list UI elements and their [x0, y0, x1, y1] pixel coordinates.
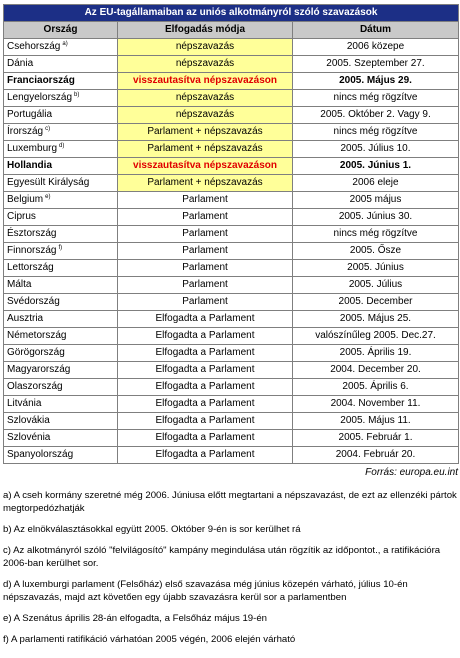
method-cell: Parlament: [118, 192, 293, 209]
country-name: Észtország: [7, 228, 57, 239]
country-name: Dánia: [7, 58, 34, 69]
country-name: Málta: [7, 279, 32, 290]
country-name: Írország: [7, 126, 44, 137]
header-country: Ország: [4, 22, 118, 39]
table-row: [4, 277, 459, 294]
method-cell: Parlament + népszavazás: [118, 141, 293, 158]
country-cell: [4, 277, 118, 294]
date-cell: nincs még rögzítve: [293, 124, 459, 141]
country-cell: [4, 379, 118, 396]
country-name: Magyarország: [7, 364, 71, 375]
method-cell: Parlament: [118, 209, 293, 226]
method-cell: Parlament: [118, 277, 293, 294]
footnote: e) A Szenátus április 28-án elfogadta, a Felsőház május 19-én: [3, 613, 267, 624]
table-header-row: [4, 22, 459, 39]
date-cell: 2005. Április 6.: [293, 379, 459, 396]
country-name: Ciprus: [7, 211, 36, 222]
method-cell: Elfogadta a Parlament: [118, 379, 293, 396]
footnote: b) Az elnökválasztásokkal együtt 2005. Október 9-én is sor kerülhet rá: [3, 524, 301, 535]
table-title: Az EU-tagállamaiban az uniós alkotmányról szóló szavazások: [4, 5, 459, 22]
method-cell: Parlament: [118, 260, 293, 277]
method-cell: népszavazás: [118, 107, 293, 124]
country-cell: [4, 226, 118, 243]
country-cell: [4, 294, 118, 311]
country-name: Hollandia: [7, 160, 53, 171]
country-name: Csehország: [7, 41, 61, 52]
table-row: [4, 90, 459, 107]
country-name: Szlovákia: [7, 415, 50, 426]
country-name: Belgium: [7, 194, 44, 205]
date-cell: 2006 közepe: [293, 39, 459, 56]
header-date: Dátum: [293, 22, 459, 39]
table-row: [4, 226, 459, 243]
date-cell: 2005. Szeptember 27.: [293, 56, 459, 73]
date-cell: 2005. Július: [293, 277, 459, 294]
country-name: Lengyelország: [7, 92, 73, 103]
method-cell: Parlament + népszavazás: [118, 124, 293, 141]
date-cell: 2005. Október 2. Vagy 9.: [293, 107, 459, 124]
country-cell: [4, 311, 118, 328]
document: [3, 4, 458, 654]
footnote-marker: b): [74, 92, 80, 98]
table-row: [4, 311, 459, 328]
method-cell: Elfogadta a Parlament: [118, 311, 293, 328]
date-cell: 2005. Április 19.: [293, 345, 459, 362]
footnote-marker: c): [45, 126, 51, 132]
country-cell: [4, 90, 118, 107]
footnotes: [3, 489, 458, 646]
country-cell: [4, 362, 118, 379]
footnote: f) A parlamenti ratifikáció várhatóan 2005 végén, 2006 elején várható: [3, 634, 296, 645]
method-cell: visszautasítva népszavazáson: [118, 73, 293, 90]
date-cell: nincs még rögzítve: [293, 90, 459, 107]
footnote: c) Az alkotmányról szóló "felvilágosító" kampány megindulása után rögzítik az időpontot., a ratifikációra 2006-ban kerülhet sor.: [3, 545, 441, 569]
table-row: [4, 175, 459, 192]
country-name: Portugália: [7, 109, 53, 120]
table-row: [4, 447, 459, 464]
table-body: [4, 5, 459, 464]
method-cell: Elfogadta a Parlament: [118, 413, 293, 430]
date-cell: valószínűleg 2005. Dec.27.: [293, 328, 459, 345]
country-name: Svédország: [7, 296, 60, 307]
table-row: [4, 430, 459, 447]
date-cell: nincs még rögzítve: [293, 226, 459, 243]
table-row: [4, 158, 459, 175]
table-row: [4, 73, 459, 90]
footnote-marker: a): [62, 41, 68, 47]
country-name: Luxemburg: [7, 143, 58, 154]
method-cell: Parlament + népszavazás: [118, 175, 293, 192]
date-cell: 2005. Június 30.: [293, 209, 459, 226]
table-row: [4, 107, 459, 124]
referendum-table: [3, 4, 459, 464]
country-cell: [4, 192, 118, 209]
table-row: [4, 413, 459, 430]
country-cell: [4, 430, 118, 447]
country-cell: [4, 73, 118, 90]
country-name: Litvánia: [7, 398, 42, 409]
date-cell: 2005. Február 1.: [293, 430, 459, 447]
table-row: [4, 294, 459, 311]
country-cell: [4, 56, 118, 73]
date-cell: 2004. November 11.: [293, 396, 459, 413]
country-name: Lettország: [7, 262, 54, 273]
table-row: [4, 396, 459, 413]
country-cell: [4, 141, 118, 158]
date-cell: 2005. Május 25.: [293, 311, 459, 328]
country-cell: [4, 209, 118, 226]
date-cell: 2005. Június 1.: [293, 158, 459, 175]
country-name: Egyesült Királyság: [7, 177, 90, 188]
date-cell: 2005. Július 10.: [293, 141, 459, 158]
country-name: Finnország: [7, 245, 57, 256]
footnote-marker: d): [59, 143, 65, 149]
table-row: [4, 141, 459, 158]
country-cell: [4, 39, 118, 56]
country-cell: [4, 413, 118, 430]
country-name: Szlovénia: [7, 432, 51, 443]
method-cell: népszavazás: [118, 56, 293, 73]
table-title-row: [4, 5, 459, 22]
table-row: [4, 192, 459, 209]
date-cell: 2005. Május 11.: [293, 413, 459, 430]
country-cell: [4, 345, 118, 362]
country-name: Ausztria: [7, 313, 44, 324]
country-cell: [4, 260, 118, 277]
date-cell: 2005. December: [293, 294, 459, 311]
method-cell: Elfogadta a Parlament: [118, 430, 293, 447]
country-cell: [4, 175, 118, 192]
table-row: [4, 56, 459, 73]
date-cell: 2004. December 20.: [293, 362, 459, 379]
method-cell: Elfogadta a Parlament: [118, 328, 293, 345]
method-cell: Parlament: [118, 243, 293, 260]
method-cell: népszavazás: [118, 39, 293, 56]
country-cell: [4, 447, 118, 464]
country-cell: [4, 243, 118, 260]
table-row: [4, 124, 459, 141]
date-cell: 2005 május: [293, 192, 459, 209]
date-cell: 2005. Május 29.: [293, 73, 459, 90]
method-cell: Elfogadta a Parlament: [118, 396, 293, 413]
table-row: [4, 209, 459, 226]
country-cell: [4, 158, 118, 175]
method-cell: Elfogadta a Parlament: [118, 447, 293, 464]
table-row: [4, 379, 459, 396]
footnote: a) A cseh kormány szeretné még 2006. Júniusa előtt megtartani a népszavazást, de ezt az ellenzéki pártok megtorpedózhatják: [3, 490, 457, 514]
country-cell: [4, 124, 118, 141]
country-cell: [4, 396, 118, 413]
footnote-marker: f): [58, 245, 63, 251]
source-credit: Forrás: europa.eu.int: [365, 467, 458, 478]
country-name: Olaszország: [7, 381, 63, 392]
country-name: Németország: [7, 330, 67, 341]
country-cell: [4, 328, 118, 345]
country-name: Franciaország: [7, 75, 75, 86]
date-cell: 2005. Június: [293, 260, 459, 277]
method-cell: népszavazás: [118, 90, 293, 107]
header-method: Elfogadás módja: [118, 22, 293, 39]
method-cell: Parlament: [118, 226, 293, 243]
method-cell: visszautasítva népszavazáson: [118, 158, 293, 175]
table-row: [4, 328, 459, 345]
table-row: [4, 362, 459, 379]
date-cell: 2004. Február 20.: [293, 447, 459, 464]
table-row: [4, 39, 459, 56]
table-row: [4, 243, 459, 260]
footnote: d) A luxemburgi parlament (Felsőház) első szavazása még június közepén várható, július 10-én népszavazás, majd azt követően egy újabb szavazásra kerül sor a parlamentben: [3, 579, 408, 603]
date-cell: 2006 eleje: [293, 175, 459, 192]
date-cell: 2005. Ősze: [293, 243, 459, 260]
method-cell: Elfogadta a Parlament: [118, 345, 293, 362]
table-row: [4, 260, 459, 277]
method-cell: Parlament: [118, 294, 293, 311]
footnote-marker: e): [45, 194, 51, 200]
method-cell: Elfogadta a Parlament: [118, 362, 293, 379]
table-row: [4, 345, 459, 362]
country-name: Spanyolország: [7, 449, 74, 460]
country-name: Görögország: [7, 347, 65, 358]
country-cell: [4, 107, 118, 124]
